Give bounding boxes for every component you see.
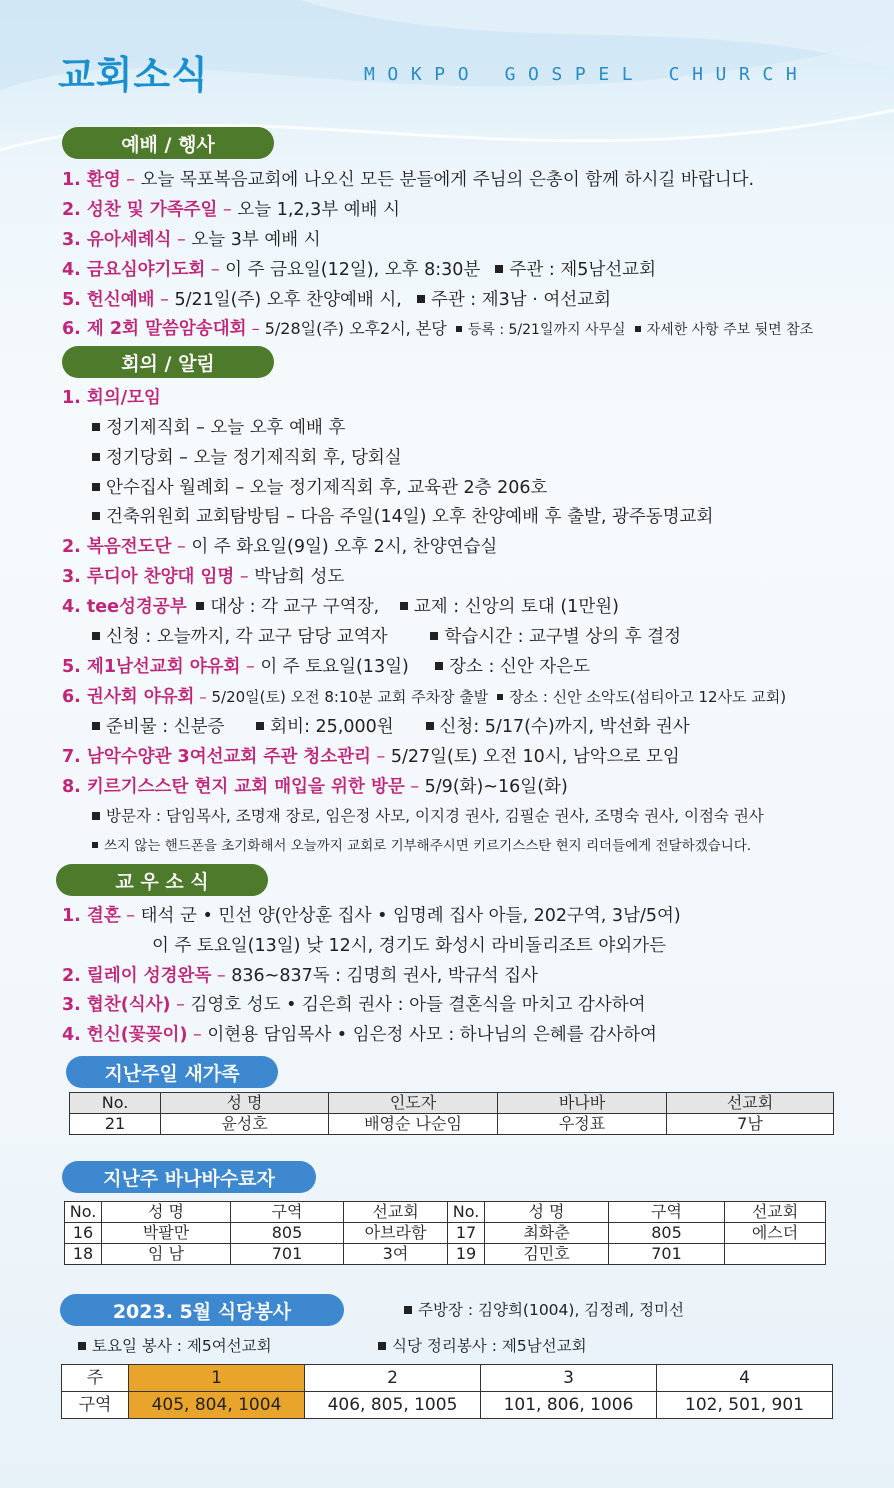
table-cell: 19 bbox=[448, 1244, 485, 1265]
church-name: MOKPO GOSPEL CHURCH bbox=[364, 64, 810, 85]
cafeteria-table bbox=[61, 1364, 833, 1419]
area-week-1: 405, 804, 1004 bbox=[129, 1392, 305, 1419]
section-meeting: 회의 / 알림 bbox=[62, 346, 274, 378]
table-cell: 에스더 bbox=[725, 1223, 826, 1244]
meeting-item-1: 1. 회의/모임 bbox=[62, 388, 161, 408]
members-item-1: 1. 결혼 – 태석 군 • 민선 양(안상훈 집사 • 임명례 집사 아들, 202구역, 3남/5여) bbox=[62, 906, 681, 926]
table-cell: 배영순 나순임 bbox=[329, 1114, 498, 1135]
table-cell: 701 bbox=[609, 1244, 725, 1265]
meeting-item-4-detail: 신청 : 오늘까지, 각 교구 담당 교역자 학습시간 : 교구별 상의 후 결정 bbox=[88, 625, 681, 649]
table-header: 선교회 bbox=[344, 1202, 448, 1223]
area-week-3: 101, 806, 1006 bbox=[481, 1392, 657, 1419]
table-cell: 701 bbox=[231, 1244, 344, 1265]
table-header: 바나바 bbox=[498, 1093, 667, 1114]
section-worship: 예배 / 행사 bbox=[62, 127, 274, 159]
table-cell: 21 bbox=[70, 1114, 161, 1135]
cafeteria-chief: 주방장 : 김양희(1004), 김정례, 정미선 bbox=[400, 1298, 684, 1322]
table-row bbox=[65, 1244, 826, 1265]
area-label: 구역 bbox=[62, 1392, 129, 1419]
section-barnabas: 지난주 바나바수료자 bbox=[62, 1161, 316, 1193]
table-header: 구역 bbox=[231, 1202, 344, 1223]
worship-item-6: 6. 제 2회 말씀암송대회 – 5/28일(주) 오후2시, 본당 등록 : 5/21일까지 사무실 자세한 사항 주보 뒷면 참조 bbox=[62, 319, 814, 339]
meeting-item-3: 3. 루디아 찬양대 임명 – 박남희 성도 bbox=[62, 567, 345, 587]
table-cell: 17 bbox=[448, 1223, 485, 1244]
meeting-item-6: 6. 권사회 야유회 – 5/20일(토) 오전 8:10분 교회 주차장 출발 장소 : 신안 소악도(섬티아고 12사도 교회) bbox=[62, 687, 787, 707]
area-week-4: 102, 501, 901 bbox=[657, 1392, 833, 1419]
meeting-item-8-notice: 쓰지 않는 핸드폰을 초기화해서 오늘까지 교회로 기부해주시면 키르기스스탄 현지 리더들에게 전달하겠습니다. bbox=[88, 834, 751, 858]
meeting-item-2: 2. 복음전도단 – 이 주 화요일(9일) 오후 2시, 찬양연습실 bbox=[62, 537, 498, 557]
cafeteria-cleanup: 식당 정리봉사 : 제5남선교회 bbox=[374, 1334, 587, 1358]
worship-item-5: 5. 헌신예배 – 5/21일(주) 오후 찬양예배 시, 주관 : 제3남 · 여선교회 bbox=[62, 290, 612, 310]
table-header: No. bbox=[70, 1093, 161, 1114]
meeting-subitem: 건축위원회 교회탐방팀 – 다음 주일(14일) 오후 찬양예배 후 출발, 광주동명교회 bbox=[88, 505, 713, 529]
members-item-4: 4. 헌신(꽃꽂이) – 이현용 담임목사 • 임은정 사모 : 하나님의 은혜를 감사하여 bbox=[62, 1025, 657, 1045]
table-cell: 805 bbox=[231, 1223, 344, 1244]
area-week-2: 406, 805, 1005 bbox=[305, 1392, 481, 1419]
week-1: 1 bbox=[129, 1365, 305, 1392]
members-item-2: 2. 릴레이 성경완독 – 836~837독 : 김명희 권사, 박규석 집사 bbox=[62, 966, 538, 986]
week-3: 3 bbox=[481, 1365, 657, 1392]
table-cell: 아브라함 bbox=[344, 1223, 448, 1244]
table-header: No. bbox=[448, 1202, 485, 1223]
table-header: 구역 bbox=[609, 1202, 725, 1223]
meeting-item-4: 4. tee성경공부 대상 : 각 교구 구역장, 교제 : 신앙의 토대 (1만원) bbox=[62, 597, 619, 617]
table-cell: 최화춘 bbox=[485, 1223, 609, 1244]
table-cell: 우정표 bbox=[498, 1114, 667, 1135]
meeting-subitem: 정기제직회 – 오늘 오후 예배 후 bbox=[88, 416, 345, 440]
meeting-subitem: 정기당회 – 오늘 정기제직회 후, 당회실 bbox=[88, 446, 402, 470]
table-header: 성 명 bbox=[102, 1202, 231, 1223]
table-cell: 임 남 bbox=[102, 1244, 231, 1265]
barnabas-table bbox=[64, 1201, 826, 1265]
table-header: 선교회 bbox=[667, 1093, 834, 1114]
table-cell: 김민호 bbox=[485, 1244, 609, 1265]
table-row bbox=[70, 1114, 834, 1135]
table-header: No. bbox=[65, 1202, 102, 1223]
section-members: 교 우 소 식 bbox=[56, 864, 268, 896]
members-item-3: 3. 협찬(식사) – 김영호 성도 • 김은희 권사 : 아들 결혼식을 마치고 감사하여 bbox=[62, 995, 646, 1015]
table-cell bbox=[725, 1244, 826, 1265]
table-cell: 16 bbox=[65, 1223, 102, 1244]
meeting-item-5: 5. 제1남선교회 야유회 – 이 주 토요일(13일) 장소 : 신안 자은도 bbox=[62, 657, 590, 677]
table-cell: 윤성호 bbox=[161, 1114, 329, 1135]
table-header: 선교회 bbox=[725, 1202, 826, 1223]
table-header: 인도자 bbox=[329, 1093, 498, 1114]
meeting-item-8: 8. 키르기스스탄 현지 교회 매입을 위한 방문 – 5/9(화)~16일(화) bbox=[62, 777, 568, 797]
week-label: 주 bbox=[62, 1365, 129, 1392]
meeting-item-6-detail: 준비물 : 신분증 회비: 25,000원 신청: 5/17(수)까지, 박선화 권사 bbox=[88, 715, 690, 739]
members-item-1-detail: 이 주 토요일(13일) 낮 12시, 경기도 화성시 라비돌리조트 야외가든 bbox=[152, 936, 666, 956]
table-cell: 박팔만 bbox=[102, 1223, 231, 1244]
table-cell: 18 bbox=[65, 1244, 102, 1265]
meeting-subitem: 안수집사 월례회 – 오늘 정기제직회 후, 교육관 2층 206호 bbox=[88, 476, 547, 500]
table-header: 성 명 bbox=[485, 1202, 609, 1223]
cafeteria-saturday: 토요일 봉사 : 제5여선교회 bbox=[74, 1334, 272, 1358]
week-4: 4 bbox=[657, 1365, 833, 1392]
section-newcomers: 지난주일 새가족 bbox=[66, 1056, 278, 1088]
table-cell: 7남 bbox=[667, 1114, 834, 1135]
worship-item-1: 1. 환영 – 오늘 목포복음교회에 나오신 모든 분들에게 주님의 은총이 함께 하시길 바랍니다. bbox=[62, 170, 755, 190]
worship-item-2: 2. 성찬 및 가족주일 – 오늘 1,2,3부 예배 시 bbox=[62, 200, 400, 220]
worship-item-4: 4. 금요심야기도회 – 이 주 금요일(12일), 오후 8:30분 주관 : 제5남선교회 bbox=[62, 260, 656, 280]
newcomers-table bbox=[69, 1092, 834, 1135]
meeting-item-8-visitors: 방문자 : 담임목사, 조명재 장로, 임은정 사모, 이지경 권사, 김필순 권사, 조명숙 권사, 이점숙 권사 bbox=[88, 804, 764, 828]
worship-item-3: 3. 유아세례식 – 오늘 3부 예배 시 bbox=[62, 230, 321, 250]
table-header: 성 명 bbox=[161, 1093, 329, 1114]
week-2: 2 bbox=[305, 1365, 481, 1392]
table-cell: 805 bbox=[609, 1223, 725, 1244]
table-cell: 3여 bbox=[344, 1244, 448, 1265]
meeting-item-7: 7. 남악수양관 3여선교회 주관 청소관리 – 5/27일(토) 오전 10시, 남악으로 모임 bbox=[62, 747, 680, 767]
table-row bbox=[65, 1223, 826, 1244]
page-title: 교회소식 bbox=[58, 53, 209, 97]
section-cafeteria: 2023. 5월 식당봉사 bbox=[60, 1294, 344, 1326]
